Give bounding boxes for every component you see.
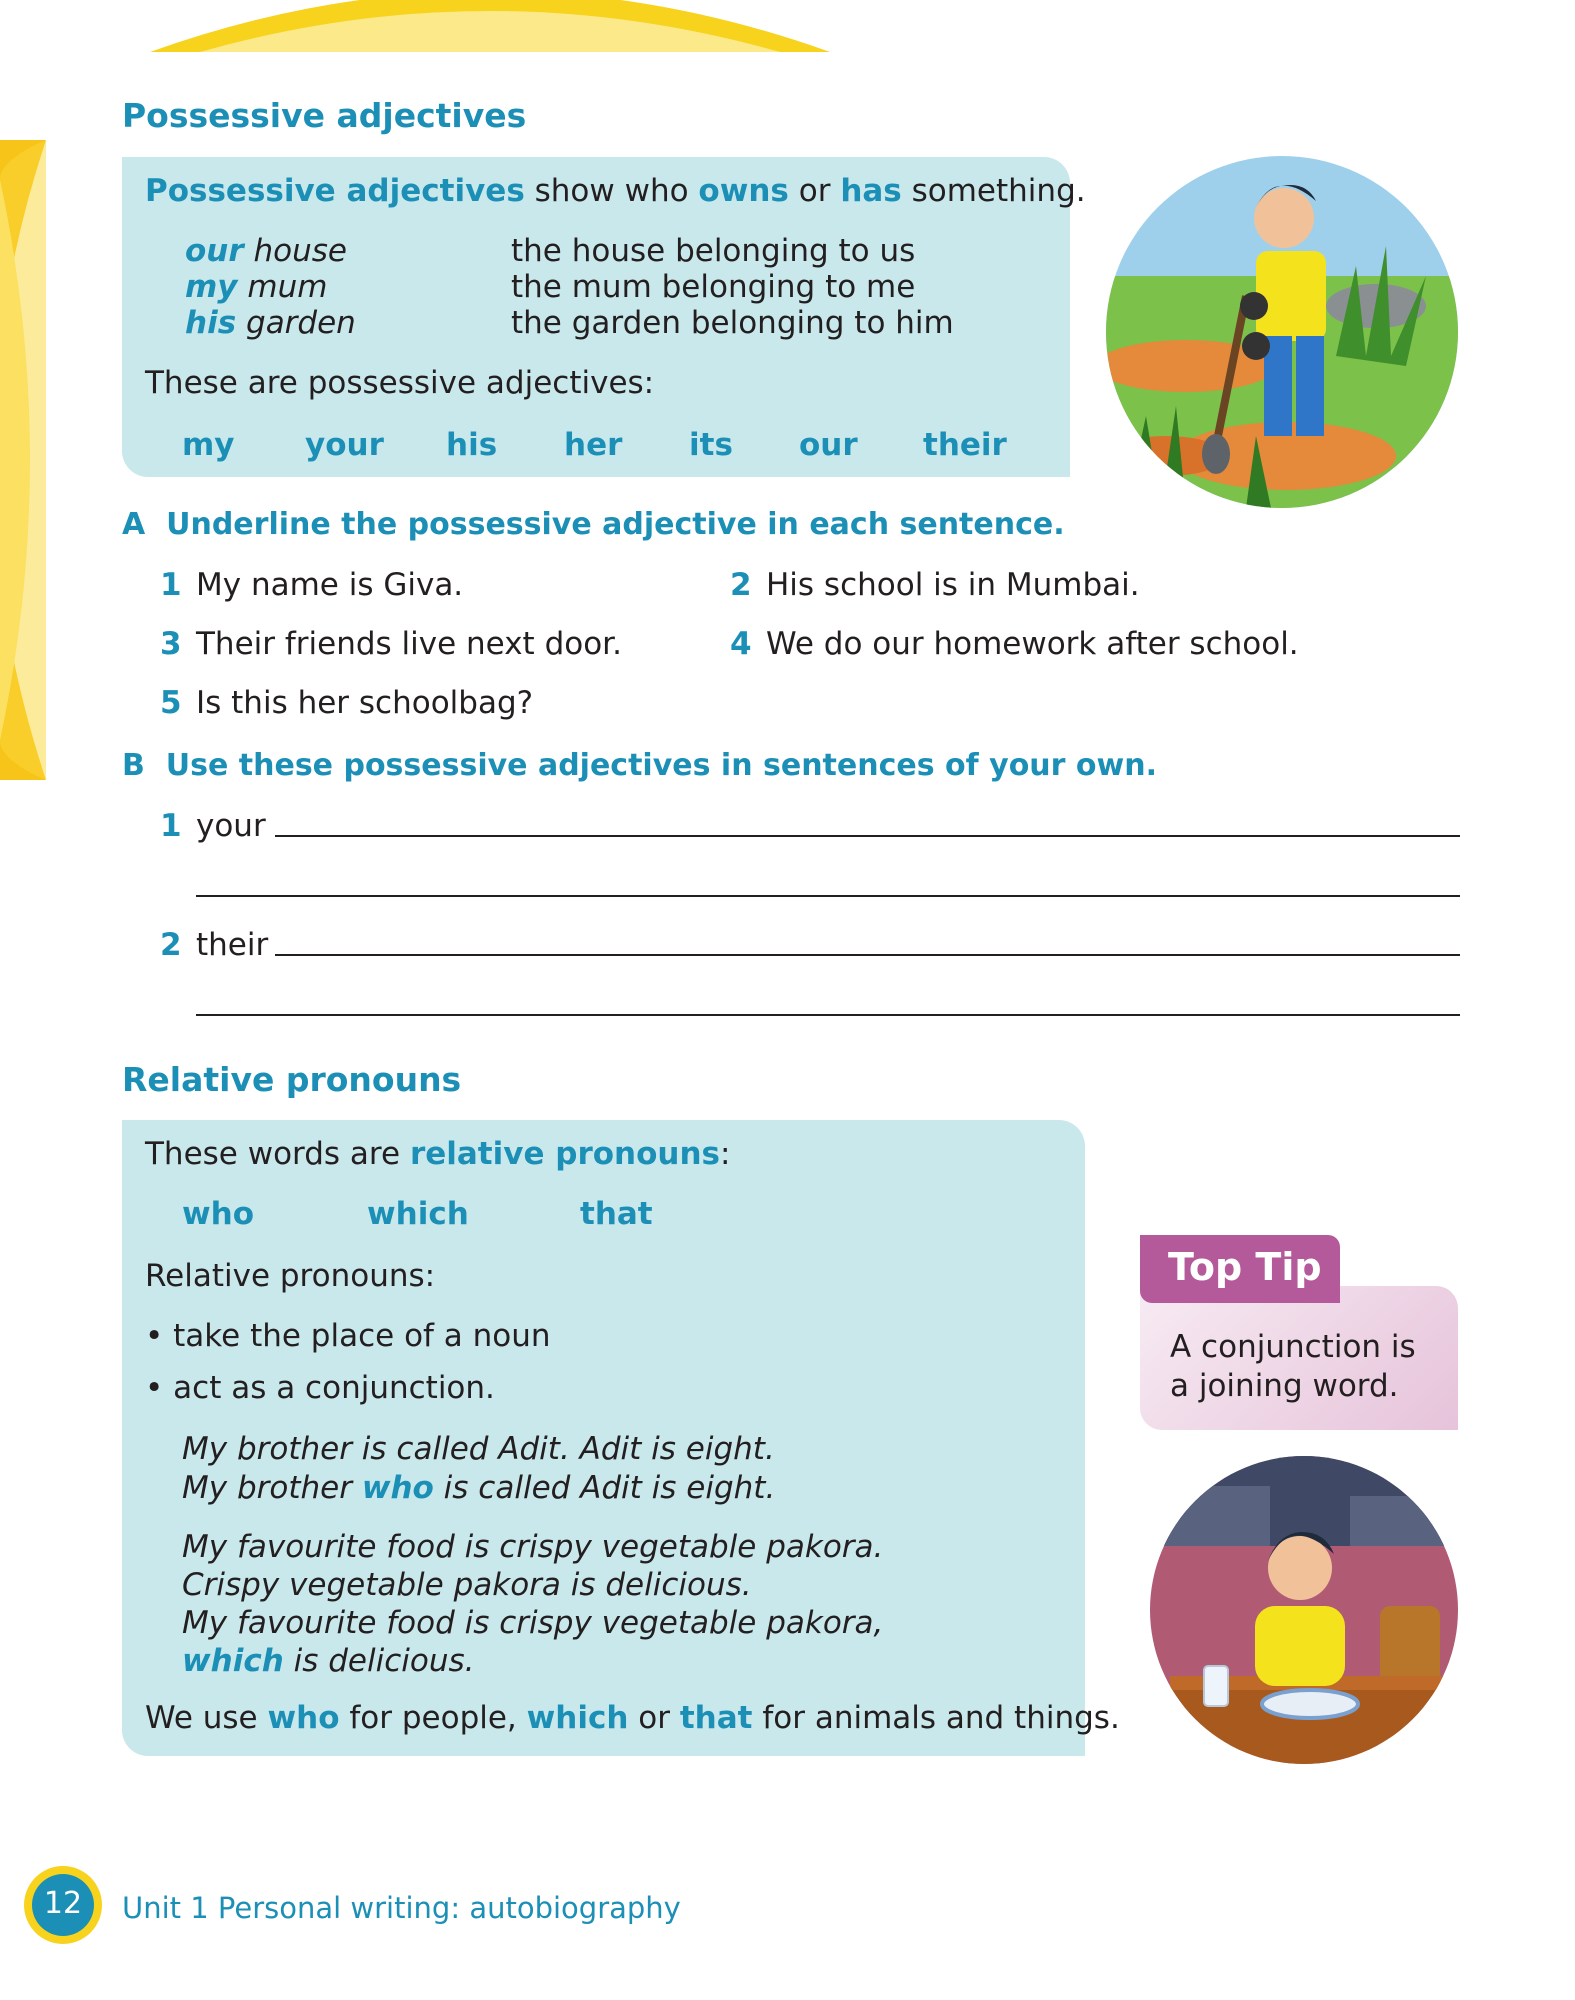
item-number: 2: [730, 567, 752, 603]
item-number: 4: [730, 626, 752, 662]
item-number: 2: [160, 927, 182, 963]
relative-pronouns-heading: Relative pronouns: [122, 1060, 462, 1099]
possessive-adjectives-box: [122, 157, 1086, 477]
example-one: My brother is called Adit. Adit is eight. My brother who is called Adit is eight.: [182, 1431, 776, 1506]
exercise-a-sentence: His school is in Mumbai.: [766, 567, 1140, 603]
boy-eating-illustration: [1150, 1456, 1458, 1764]
exercise-b-instruction: B Use these possessive adjectives in sentences of your own.: [122, 748, 1157, 783]
word-my: my: [182, 427, 235, 463]
word-which: which: [367, 1196, 469, 1232]
item-number: 3: [160, 626, 182, 662]
exercise-a-instruction: A Underline the possessive adjective in each sentence.: [122, 507, 1065, 542]
top-tip-box: [1140, 1286, 1458, 1430]
sun-decoration-top: [140, 0, 840, 52]
bullet-item: • act as a conjunction.: [145, 1370, 495, 1406]
example-meaning: the house belonging to us: [511, 233, 916, 269]
prompt-word-your: your: [196, 808, 266, 844]
word-its: its: [689, 427, 733, 463]
word-that: that: [580, 1196, 653, 1232]
page-number-badge: [24, 1866, 102, 1944]
possessive-adjectives-heading: Possessive adjectives: [122, 96, 527, 135]
exercise-a-sentence: We do our homework after school.: [766, 626, 1299, 662]
example-phrase: my mum: [185, 269, 328, 305]
example-meaning: the garden belonging to him: [511, 305, 954, 341]
word-who: who: [182, 1196, 255, 1232]
relative-intro: These words are relative pronouns:: [145, 1136, 731, 1172]
answer-line[interactable]: [196, 895, 1460, 897]
exercise-a-sentence: Their friends live next door.: [196, 626, 622, 662]
answer-line[interactable]: [196, 1014, 1460, 1016]
top-tip-title: Top Tip: [1168, 1245, 1322, 1289]
word-your: your: [305, 427, 384, 463]
example-meaning: the mum belonging to me: [511, 269, 916, 305]
exercise-a-sentence: Is this her schoolbag?: [196, 685, 534, 721]
relative-label: Relative pronouns:: [145, 1258, 436, 1294]
prompt-word-their: their: [196, 927, 269, 963]
word-his: his: [446, 427, 498, 463]
page-number: 12: [43, 1886, 83, 1921]
footer-unit-title: Unit 1 Personal writing: autobiography: [122, 1891, 681, 1925]
example-meanings: [511, 233, 954, 341]
closing-rule: We use who for people, which or that for animals and things.: [145, 1700, 1120, 1736]
example-phrase: his garden: [185, 305, 356, 341]
sun-decoration-left: [0, 140, 46, 780]
example-phrases: [185, 233, 356, 341]
word-our: our: [799, 427, 858, 463]
example-phrase: our house: [185, 233, 347, 269]
definition-text: Possessive adjectives show who owns or has something.: [145, 173, 1086, 209]
answer-line[interactable]: [275, 954, 1460, 956]
item-number: 1: [160, 808, 182, 844]
relative-pronouns-box: [122, 1120, 1120, 1756]
top-tip-header: [1140, 1235, 1340, 1303]
example-two: My favourite food is crispy vegetable pakora. Crispy vegetable pakora is delicious. My favourite food is crispy vegetable pakora, which is delicious.: [182, 1529, 884, 1679]
item-number: 5: [160, 685, 182, 721]
top-tip-text: A conjunction is a joining word.: [1170, 1329, 1416, 1404]
possessive-list-intro: These are possessive adjectives:: [145, 365, 655, 401]
answer-line[interactable]: [275, 835, 1460, 837]
word-her: her: [564, 427, 623, 463]
bullet-item: • take the place of a noun: [145, 1318, 551, 1354]
item-number: 1: [160, 567, 182, 603]
exercise-a-sentence: My name is Giva.: [196, 567, 464, 603]
boy-gardening-illustration: [1106, 156, 1458, 508]
word-their: their: [923, 427, 1007, 463]
